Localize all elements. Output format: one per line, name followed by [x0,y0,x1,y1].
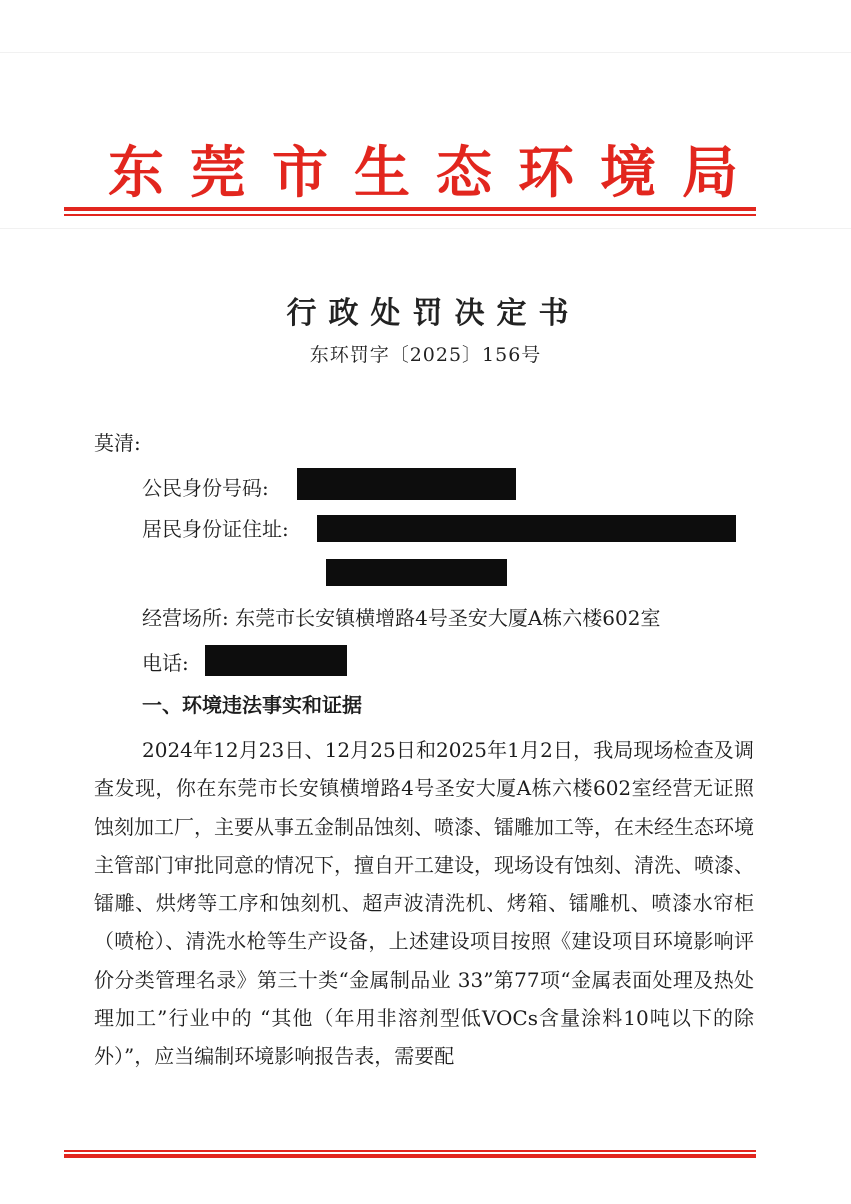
redaction-phone [205,645,347,676]
redaction-id-number [297,468,516,500]
address-label: 居民身份证住址: [142,517,289,541]
redaction-address-line2 [326,559,507,586]
document-number: 东环罚字〔2025〕156号 [309,344,542,366]
letterhead-rule-thin [64,214,756,216]
agency-letterhead: 东莞市生态环境局 [108,140,764,206]
business-place-label-text: 经营场所: [142,606,229,630]
footer-rule-thick [64,1154,756,1158]
phone-label: 电话: [142,651,189,675]
document-title: 行政处罚决定书 [286,296,581,331]
recipient-name: 莫清: [94,431,141,455]
id-number-label: 公民身份号码: [142,476,269,500]
section-body-violation-facts: 2024年12月23日、12月25日和2025年1月2日，我局现场检查及调查发现，你在东莞市长安镇横增路4号圣安大厦A栋六楼602室经营无证照蚀刻加工厂，主要从事五金制品蚀刻、喷漆、镭雕加工等，在未经生态环境主管部门审批同意的情况下，擅自开工建设，现场设有蚀刻、清洗、喷漆、镭雕、烘烤等工序和蚀刻机、超声波清洗机、烤箱、镭雕机、喷漆水帘柜（喷枪）、清洗水枪等生产设备，上述建设项目按照《建设项目环境影响评价分类管理名录》第三十类“金属制品业 33”第77项“金属表面处理及热处理加工”行业中的 “其他（年用非溶剂型低VOCs含量涂料10吨以下的除外）”，应当编制环境影响报告表，需要配 [94,738,754,1069]
section-heading-violation-facts: 一、环境违法事实和证据 [142,693,362,717]
scan-artifact-line [0,52,851,53]
footer-rule-thin [64,1150,756,1152]
scan-artifact-line [0,228,851,229]
business-place-label [142,603,660,633]
redaction-address-line1 [317,515,736,542]
business-place-value: 东莞市长安镇横增路4号圣安大厦A栋六楼602室 [235,606,661,630]
letterhead-rule-thick [64,207,756,211]
